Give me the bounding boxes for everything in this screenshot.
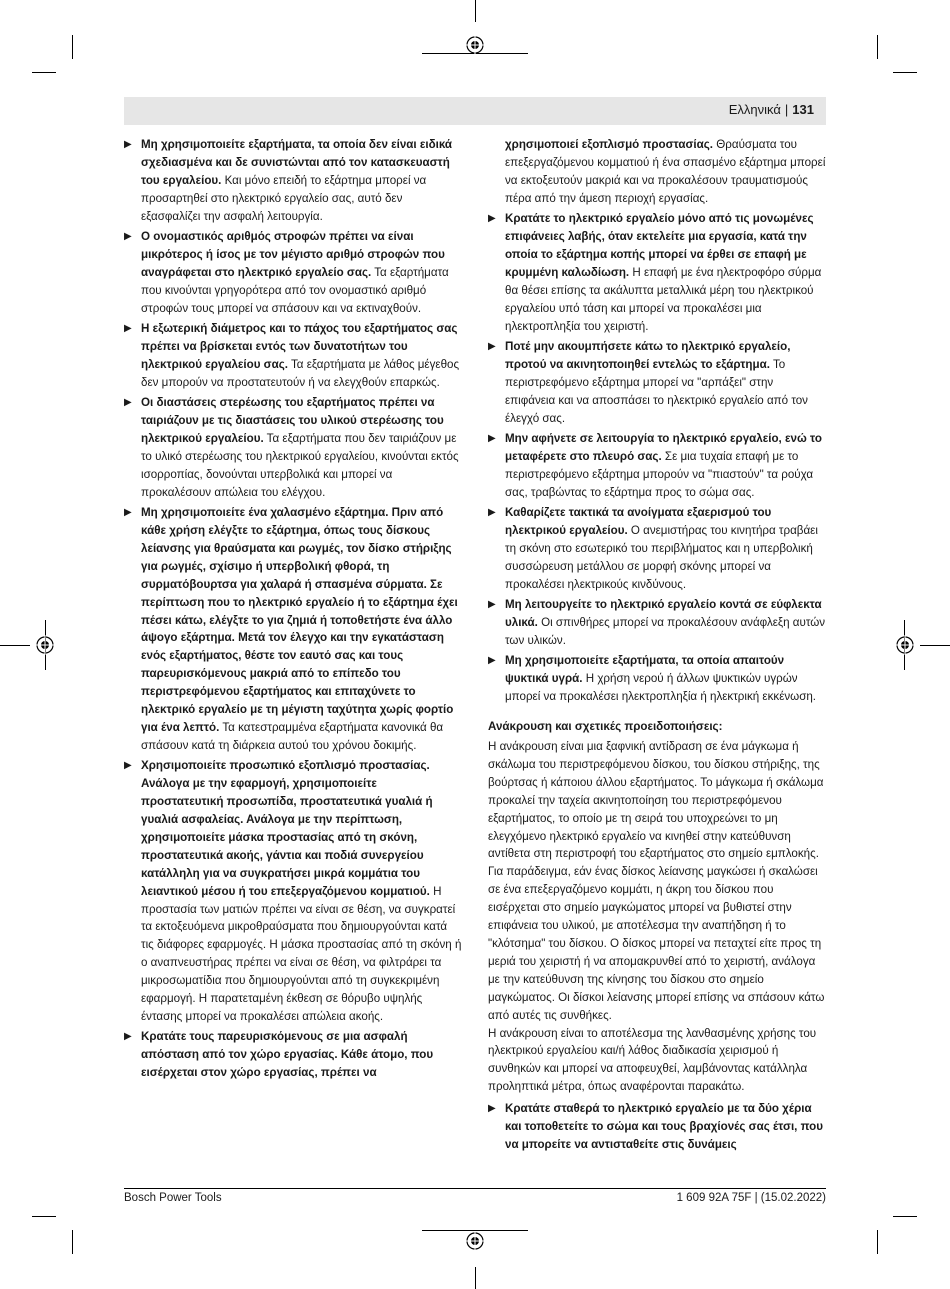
safety-item [124,394,462,501]
crop-mark [32,1216,56,1217]
item-bold-text: Χρησιμοποιείτε προσωπικό εξοπλισμό προστασίας. Ανάλογα με την εφαρμογή, χρησιμοποιείτε προστατευτική προσωπίδα, προστατευτικά γυαλιά ή γυαλιά ασφαλείας. Ανάλογα με την περίπτωση, χρησιμοποιείτε μάσκα προστασίας από τη σκόνη, προστατευτικά ακοής, γάντια και ποδιά συνεργείου κατάλληλη για να συγκρατήσει μικρά κομμάτια του λειαντικού μέσου ή του επεξεργαζόμενου κομματιού. [141,759,433,898]
crop-mark [72,1230,73,1254]
item-text: Θραύσματα του επεξεργαζόμενου κομματιού ή ένα σπασμένο εξάρτημα μπορεί να εκτοξευτούν μακριά και να προκαλέσουν τραυματισμούς πέρα από την άμεση περιοχή εργασίας. [505,138,826,205]
safety-item [124,228,462,318]
triangle-bullet-icon: ▶ [124,507,132,519]
item-bold-text: Κρατάτε το ηλεκτρικό εργαλείο μόνο από τις μονωμένες επιφάνειες λαβής, όταν εκτελείτε μια εργασία, κατά την οποία το εξάρτημα κοπής μπορεί να έρθει σε επαφή με κρυμμένη καλωδίωση. [505,212,814,279]
safety-item [124,1028,462,1082]
triangle-bullet-icon: ▶ [488,340,496,352]
crop-mark [893,72,917,73]
crop-mark [32,72,56,73]
safety-item [124,320,462,392]
safety-item [488,210,826,335]
item-bold-text: Κρατάτε τους παρευρισκόμενους σε μια ασφαλή απόσταση από τον χώρο εργασίας. Κάθε άτομο, που εισέρχεται στον χώρο εργασίας, πρέπει να [141,1030,434,1080]
triangle-bullet-icon: ▶ [124,1031,132,1043]
safety-item [488,504,826,594]
safety-item [124,136,462,226]
item-bold-text: Ποτέ μην ακουμπήσετε κάτω το ηλεκτρικό εργαλείο, προτού να ακινητοποιηθεί εντελώς το εξάρτημα. [505,339,791,371]
item-bold-text: Οι διαστάσεις στερέωσης του εξαρτήματος πρέπει να ταιριάζουν με τις διαστάσεις του υλικού στερέωσης του ηλεκτρικού εργαλείου. [141,396,444,445]
item-text: Ο ανεμιστήρας του κινητήρα τραβάει τη σκόνη στο εσωτερικό του περιβλήματος και η υπερβολική συσσώρευση μετάλλου σε μορφή σκόνης μπορεί να προκαλέσει ηλεκτρικούς κινδύνους. [505,524,818,591]
safety-item [488,596,826,650]
triangle-bullet-icon: ▶ [124,323,132,335]
header-text [729,102,814,117]
footer-doc-number: 1 609 92A 75F | (15.02.2022) [676,1192,826,1204]
safety-item [488,338,826,428]
triangle-bullet-icon: ▶ [488,213,496,225]
crop-mark [877,1230,878,1254]
paragraph: Η ανάκρουση είναι το αποτέλεσμα της λανθασμένης χρήσης του ηλεκτρικού εργαλείου και/ή λάθος διαδικασία χειρισμού ή συνθηκών και μπορεί να αποφευχθεί, λαμβάνοντας κατάλληλα προληπτικά μέτρα, όπως αναφέρονται παρακάτω. [488,1026,817,1094]
triangle-bullet-icon: ▶ [488,507,496,519]
footer-divider [124,1188,826,1189]
footer-brand: Bosch Power Tools [124,1192,222,1204]
registration-mark-icon [35,635,55,655]
safety-item [488,430,826,502]
registration-mark-icon [465,1231,485,1251]
item-text: Τα εξαρτήματα που δεν ταιριάζουν με το υλικό στερέωσης του ηλεκτρικού εργαλείου, κινούνται εκτός ισορροπίας, δονούνται υπερβολικά και μπορεί να προκαλέσουν απώλεια του ελέγχου. [141,432,459,499]
crop-mark [0,645,30,646]
safety-item [124,757,462,1026]
registration-mark-icon [895,635,915,655]
header-section-label: Ελληνικά [728,102,781,117]
item-text: Το περιστρεφόμενο εξάρτημα μπορεί να "αρπάξει" στην επιφάνεια και να αποσπάσει το ηλεκτρικό εργαλείο από τον έλεγχό σας. [505,357,808,425]
triangle-bullet-icon: ▶ [488,599,496,611]
item-bold-text: Μην αφήνετε σε λειτουργία το ηλεκτρικό εργαλείο, ενώ το μεταφέρετε στο πλευρό σας. [505,432,822,463]
crop-mark [72,35,73,59]
item-bold-text: Μη λειτουργείτε το ηλεκτρικό εργαλείο κοντά σε εύφλεκτα υλικά. [505,598,822,630]
triangle-bullet-icon: ▶ [488,1103,496,1115]
triangle-bullet-icon: ▶ [124,231,132,243]
safety-item-continuation [488,136,826,208]
item-bold-text: Μη χρησιμοποιείτε εξαρτήματα, τα οποία δεν είναι ειδικά σχεδιασμένα και δε συνιστώνται από τον κατασκευαστή του εργαλείου. [141,138,453,187]
crop-mark [475,1267,476,1289]
item-text: Τα εξαρτήματα που κινούνται γρηγορότερα από τον ονομαστικό αριθμό στροφών τους μπορεί να σπάσουν και να εκτιναχθούν. [141,265,449,315]
page-number: 131 [792,102,814,117]
crop-mark [475,0,476,22]
item-bold-text: Καθαρίζετε τακτικά τα ανοίγματα εξαερισμού του ηλεκτρικού εργαλείου. [505,506,772,538]
item-text: Και μόνο επειδή το εξάρτημα μπορεί να προσαρτηθεί στο ηλεκτρικό εργαλείο σας, αυτό δεν εξασφαλίζει την ασφαλή λειτουργία. [141,173,427,223]
triangle-bullet-icon: ▶ [124,139,132,150]
crop-mark [893,1216,917,1217]
item-bold-text: Ο ονομαστικός αριθμός στροφών πρέπει να είναι μικρότερος ή ίσος με τον μέγιστο αριθμό στροφών που αναγράφεται στο ηλεκτρικό εργαλείο σας. [141,230,445,279]
item-text: Η επαφή με ένα ηλεκτροφόρο σύρμα θα θέσει επίσης τα ακάλυπτα μεταλλικά μέρη του ηλεκτρικού εργαλείου υπό τάση και μπορεί να προκαλέσει μια ηλεκτροπληξία του χειριστή. [505,265,822,333]
safety-item [124,504,462,755]
registration-mark-icon [465,35,485,55]
item-text: Η προστασία των ματιών πρέπει να είναι σε θέση, να συγκρατεί τα εκτοξευόμενα μικροθραύσματα που δημιουργούνται κατά τις διάφορες εφαρμογές. Η μάσκα προστασίας από τη σκόνη ή ο αναπνευστήρας πρέπει να είναι σε θέση, να φιλτράρει τα μικροσωματίδια που δημιουργούνται από τη συγκεκριμένη εφαρμογή. Η παρατεταμένη έκθεση σε θόρυβο υψηλής έντασης μπορεί να προκαλέσει απώλεια ακοής. [141,884,462,1023]
item-bold-text: Μη χρησιμοποιείτε εξαρτήματα, τα οποία απαιτούν ψυκτικά υγρά. [505,654,785,686]
paragraph: Για παράδειγμα, εάν ένας δίσκος λείανσης μαγκώσει ή σκαλώσει σε ένα επεξεργαζόμενο κομμάτι, η άκρη του δίσκου που εισέρχεται στο σημείο μαγκώματος μπορεί να βυθιστεί στην επιφάνεια του υλικού, με αποτέλεσμα την αναπήδηση ή το "κλότσημα" του δίσκου. Ο δίσκος μπορεί να πεταχτεί είτε προς τη μεριά του χειριστή ή να απομακρυνθεί από το χειριστή, ανάλογα με την κατεύθυνση της κίνησης του δίσκου στο σημείο μαγκώματος. Οι δίσκοι λείανσης μπορεί επίσης να σπάσουν κάτω από αυτές τις συνθήκες. [488,865,825,1022]
item-text: Τα κατεστραμμένα εξαρτήματα κανονικά θα σπάσουν κατά τη διάρκεια αυτού του χρόνου δοκιμής. [141,721,444,752]
crop-mark [920,645,950,646]
paragraph: Η ανάκρουση είναι μια ξαφνική αντίδραση σε ένα μάγκωμα ή σκάλωμα του περιστρεφόμενου δίσκου, του δίσκου στήριξης, της βούρτσας ή κάποιου άλλου εξαρτήματος. Το μάγκωμα ή σκάλωμα προκαλεί την ταχεία ακινητοποίηση του περιστρεφόμενου εξαρτήματος, το οποίο με τη σειρά του υποχρεώνει το μη ελεγχόμενο ηλεκτρικό εργαλείο να κινηθεί στην κατεύθυνση αντίθετα στη περιστροφή του εξαρτήματος στο σημείο εμπλοκής. [488,740,824,861]
item-text: Οι σπινθήρες μπορεί να προκαλέσουν ανάφλεξη αυτών των υλικών. [505,616,826,647]
item-bold-text: Μη χρησιμοποιείτε ένα χαλασμένο εξάρτημα. Πριν από κάθε χρήση ελέγξτε το εξάρτημα, όπως τους δίσκους λείανσης για θραύσματα και ρωγμές, τον δίσκο στήριξης για ρωγμές, σχίσιμο ή υπερβολική φθορά, τη συρματόβουρτσα για χαλαρά ή σπασμένα σύρματα. Σε περίπτωση που το ηλεκτρικό εργαλείο ή το εξάρτημα έχει πέσει κάτω, ελέγξτε το για ζημιά ή τοποθετήστε ένα άλλο άψογο εξάρτημα. Μετά τον έλεγχο και την εγκατάσταση ενός εξαρτήματος, θέστε τον εαυτό σας και τους παρευρισκόμενους μακριά από το επίπεδο του περιστρεφόμενου εξαρτήματος και επιταχύνετε το ηλεκτρικό εργαλείο με τη μέγιστη ταχύτητα χωρίς φορτίο για ένα λεπτό. [141,506,458,734]
page-header [124,97,826,125]
triangle-bullet-icon: ▶ [124,760,132,772]
right-column [488,136,826,1156]
triangle-bullet-icon: ▶ [124,397,132,409]
triangle-bullet-icon: ▶ [488,433,496,444]
item-bold-text: Κρατάτε σταθερά το ηλεκτρικό εργαλείο με τα δύο χέρια και τοποθετείτε το σώμα και τους βραχίονές σας έτσι, που να μπορείτε να αντισταθείτε στις δυνάμεις [505,1102,824,1151]
crop-mark [877,35,878,59]
item-text: Σε μια τυχαία επαφή με το περιστρεφόμενο εξάρτημα μπορούν να "πιαστούν" τα ρούχα σας, τραβώντας το εξάρτημα προς το σώμα σας. [505,449,814,499]
safety-item [488,1100,826,1154]
item-bold-text: χρησιμοποιεί εξοπλισμό προστασίας. [505,138,714,151]
item-text: Τα εξαρτήματα με λάθος μέγεθος δεν μπορούν να προστατευτούν ή να ελεγχθούν επαρκώς. [141,357,460,389]
item-text: Η χρήση νερού ή άλλων ψυκτικών υγρών μπορεί να προκαλέσει ηλεκτροπληξία ή ηλεκτρική εκκένωση. [505,672,817,704]
triangle-bullet-icon: ▶ [488,655,496,667]
header-separator: | [784,102,789,117]
item-bold-text: Η εξωτερική διάμετρος και το πάχος του εξαρτήματος σας πρέπει να βρίσκεται εντός των δυνατοτήτων του ηλεκτρικού εργαλείου σας. [141,322,458,371]
safety-item [488,652,826,706]
section-heading: Ανάκρουση και σχετικές προειδοποιήσεις: [488,720,723,734]
left-column [124,136,462,1085]
